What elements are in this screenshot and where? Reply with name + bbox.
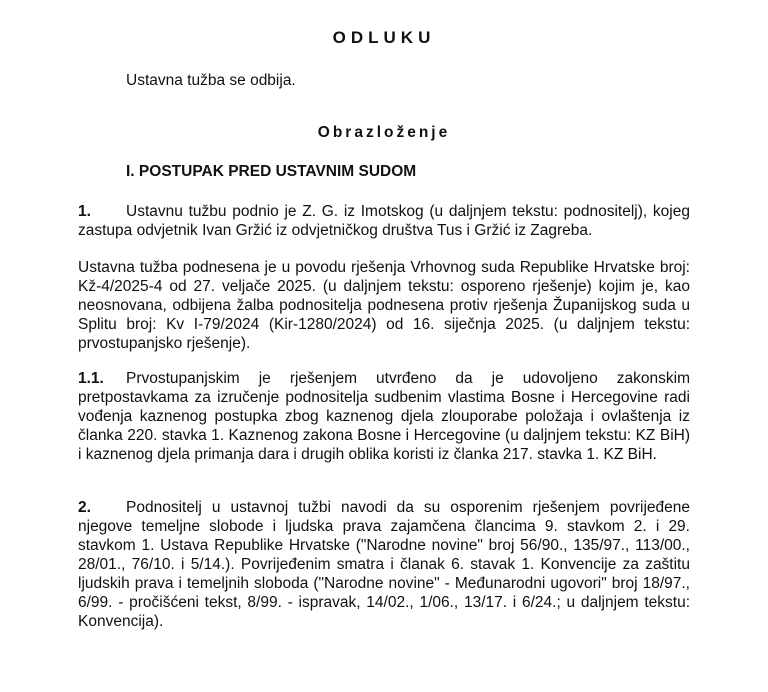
paragraph-1-continued (78, 258, 690, 353)
document-title: ODLUKU (332, 28, 436, 47)
paragraph-1-1 (78, 369, 690, 464)
paragraph-number: 1. (78, 203, 91, 220)
paragraph-number: 1.1. (78, 370, 104, 387)
paragraph-text: Ustavnu tužbu podnio je Z. G. iz Imotskog (u daljnjem tekstu: podnositelj), kojeg zastupa odvjetnik Ivan Gržić iz odvjetničkog društva Tus i Gržić iz Zagreba. (78, 203, 690, 239)
paragraph-1 (78, 202, 690, 240)
paragraph-number: 2. (78, 499, 91, 516)
paragraph-text: Ustavna tužba podnesena je u povodu rješenja Vrhovnog suda Republike Hrvatske broj: Kž-4/2025-4 od 27. veljače 2025. (u daljnjem tekstu: osporeno rješenje) kojim je, kao neosnovana, odbijena žalba podnositelja podnesena protiv rješenja Županijskog suda u Splitu broj: Kv I-79/2024 (Kir-1280/2024) od 16. siječnja 2025. (u daljnjem tekstu: prvostupanjsko rješenje). (78, 259, 690, 352)
paragraph-text: Prvostupanjskim je rješenjem utvrđeno da je udovoljeno zakonskim pretpostavkama za izručenje podnositelja sudbenim vlastima Bosne i Hercegovine radi vođenja kaznenog postupka zbog kaznenog djela zlouporabe položaja i ovlaštenja iz članka 220. stavka 1. Kaznenog zakona Bosne i Hercegovine (u daljnjem tekstu: KZ BiH) i kaznenog djela primanja dara i drugih oblika koristi iz članka 217. stavka 1. KZ BiH. (78, 370, 690, 463)
paragraph-text: Podnositelj u ustavnoj tužbi navodi da su osporenim rješenjem povrijeđene njegove temeljne slobode i ljudska prava zajamčena člancima 9. stavkom 2. i 29. stavkom 1. Ustava Republike Hrvatske ("Narodne novine" broj 56/90., 135/97., 113/00., 28/01., 76/10. i 5/14.). Povrijeđenim smatra i članak 6. stavak 1. Konvencije za zaštitu ljudskih prava i temeljnih sloboda ("Narodne novine" - Međunarodni ugovori" broj 18/97., 6/99. - pročišćeni tekst, 8/99. - ispravak, 14/02., 1/06., 13/17. i 6/24.; u daljnjem tekstu: Konvencija). (78, 499, 690, 630)
reasoning-heading: Obrazloženje (317, 124, 451, 141)
paragraph-2 (78, 498, 690, 631)
section-title: I. POSTUPAK PRED USTAVNIM SUDOM (126, 163, 417, 180)
verdict-text: Ustavna tužba se odbija. (126, 72, 296, 89)
